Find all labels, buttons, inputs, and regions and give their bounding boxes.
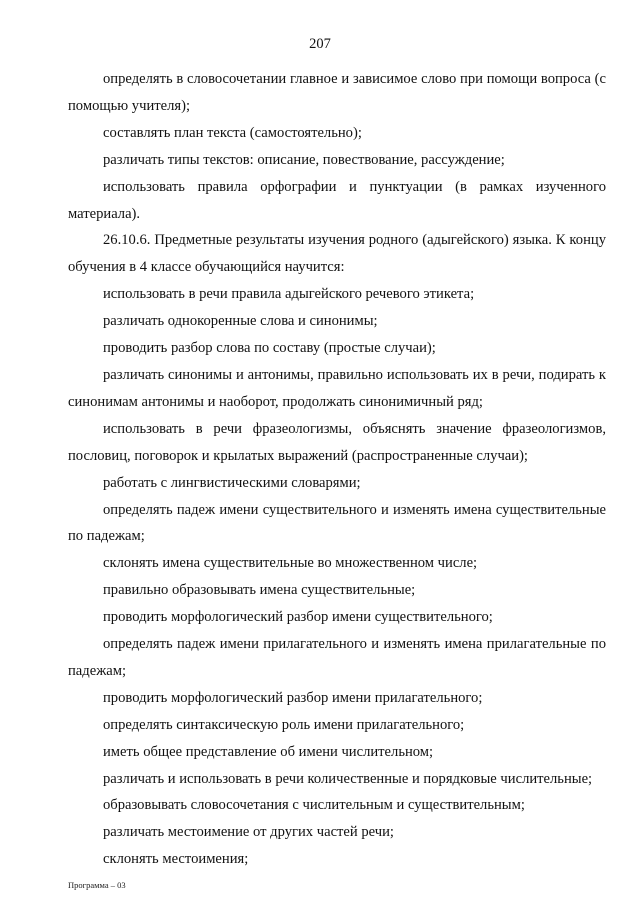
paragraph: использовать в речи фразеологизмы, объяснять значение фразеологизмов, пословиц, поговорок и крылатых выражений (распространенные случаи); [68,420,606,464]
paragraph: составлять план текста (самостоятельно); [103,124,362,141]
paragraph: использовать в речи правила адыгейского речевого этикета; [103,286,475,303]
paragraph: различать и использовать в речи количественные и порядковые числительные; [103,770,593,787]
paragraph: различать синонимы и антонимы, правильно использовать их в речи, подирать к синонимам антонимы и наоборот, продолжать синонимичный ряд; [68,366,606,410]
footer-program-label: Программа – 03 [68,880,126,890]
section-heading-paragraph: 26.10.6. Предметные результаты изучения родного (адыгейского) языка. К концу обучения в 4 классе обучающийся научится: [68,232,606,276]
paragraph: различать местоимение от других частей речи; [103,824,394,841]
paragraph: различать типы текстов: описание, повествование, рассуждение; [103,151,505,168]
paragraph: различать однокоренные слова и синонимы; [103,313,378,330]
paragraph: определять синтаксическую роль имени прилагательного; [103,716,465,733]
paragraph: определять падеж имени существительного и изменять имена существительные по падежам; [68,501,606,545]
page-number: 207 [309,36,331,52]
paragraph: правильно образовывать имена существительные; [103,582,416,599]
paragraph: проводить морфологический разбор имени существительного; [103,609,493,626]
paragraph: определять в словосочетании главное и зависимое слово при помощи вопроса (с помощью учителя); [68,71,606,114]
paragraph: проводить морфологический разбор имени прилагательного; [103,689,483,706]
paragraph: иметь общее представление об имени числительном; [103,743,434,760]
paragraph: склонять имена существительные во множественном числе; [103,555,478,572]
body-text [68,66,606,873]
paragraph: образовывать словосочетания с числительным и существительным; [103,797,525,814]
paragraph: склонять местоимения; [103,851,249,868]
paragraph: определять падеж имени прилагательного и изменять имена прилагательные по падежам; [68,636,606,679]
paragraph: использовать правила орфографии и пунктуации (в рамках изученного материала). [68,178,606,222]
paragraph: работать с лингвистическими словарями; [103,474,361,491]
paragraph: проводить разбор слова по составу (простые случаи); [103,340,436,357]
